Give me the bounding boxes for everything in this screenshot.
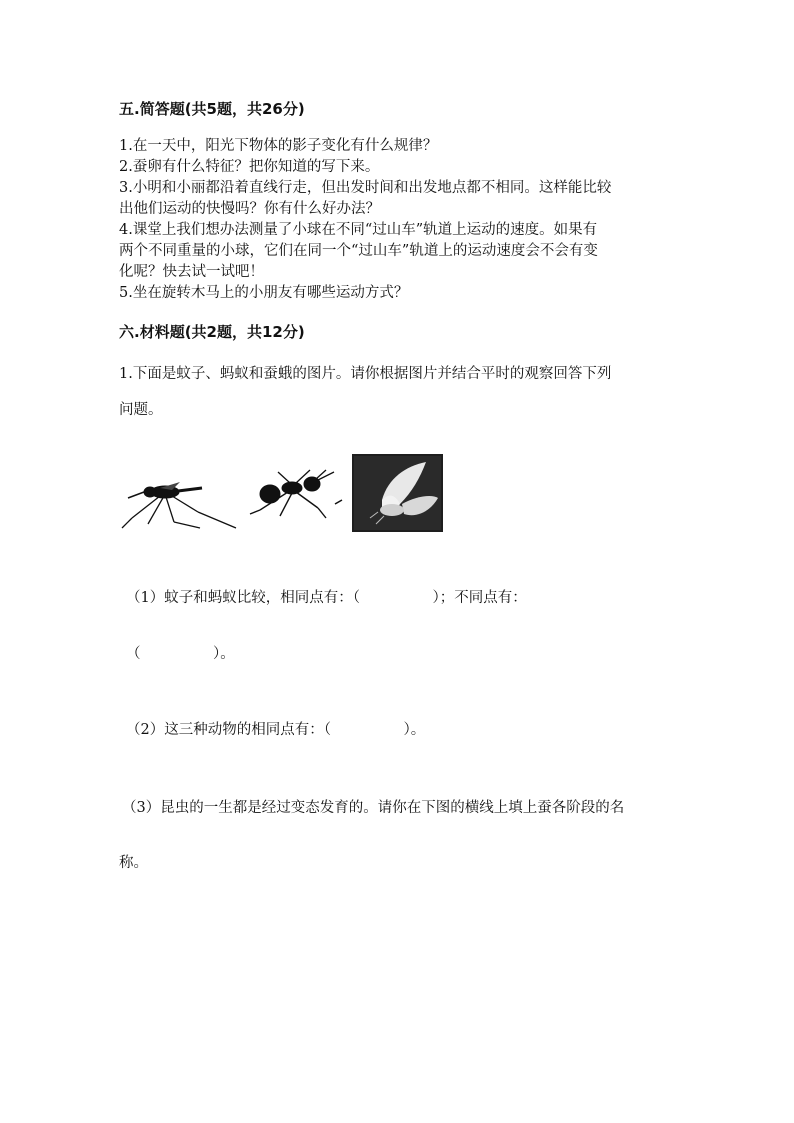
- q5-line-4: 出他们运动的快慢吗？你有什么好办法？: [119, 201, 380, 217]
- material-q1-line-2: 问题。: [119, 402, 163, 418]
- sub-question-1-line-2: （ ）。: [126, 646, 235, 662]
- insect-photos: [120, 452, 450, 534]
- material-q1-line-1: 1.下面是蚊子、蚂蚁和蚕蛾的图片。请你根据图片并结合平时的观察回答下列: [119, 366, 612, 382]
- q5-line-7: 化呢？快去试一试吧！: [119, 264, 264, 280]
- silkworm-moth-image: [352, 454, 443, 532]
- sub-question-3-line-2: 称。: [119, 855, 148, 871]
- q5-line-8: 5.坐在旋转木马上的小朋友有哪些运动方式？: [119, 285, 409, 301]
- mosquito-image: [122, 482, 236, 528]
- q5-line-3: 3.小明和小丽都沿着直线行走，但出发时间和出发地点都不相同。这样能比较: [119, 180, 612, 196]
- section5-questions: [119, 136, 611, 304]
- ant-image: [250, 470, 342, 518]
- sub-question-2: （2）这三种动物的相同点有：（ ）。: [126, 722, 426, 738]
- q5-line-2: 2.蚕卵有什么特征？把你知道的写下来。: [119, 159, 380, 175]
- section6-heading: 六.材料题(共2题，共12分): [119, 323, 305, 341]
- section5-heading: 五.简答题(共5题，共26分): [119, 100, 305, 118]
- q5-line-1: 1.在一天中，阳光下物体的影子变化有什么规律？: [119, 138, 438, 154]
- sub-question-3-line-1: （3）昆虫的一生都是经过变态发育的。请你在下图的横线上填上蚕各阶段的名: [122, 800, 625, 816]
- q5-line-5: 4.课堂上我们想办法测量了小球在不同“过山车”轨道上运动的速度。如果有: [119, 222, 598, 238]
- insect-pictures: [120, 452, 450, 534]
- sub-question-1-line-1: （1）蚊子和蚂蚁比较，相同点有：（ ）；不同点有：: [126, 590, 527, 606]
- q5-line-6: 两个不同重量的小球，它们在同一个“过山车”轨道上的运动速度会不会有变: [119, 243, 598, 259]
